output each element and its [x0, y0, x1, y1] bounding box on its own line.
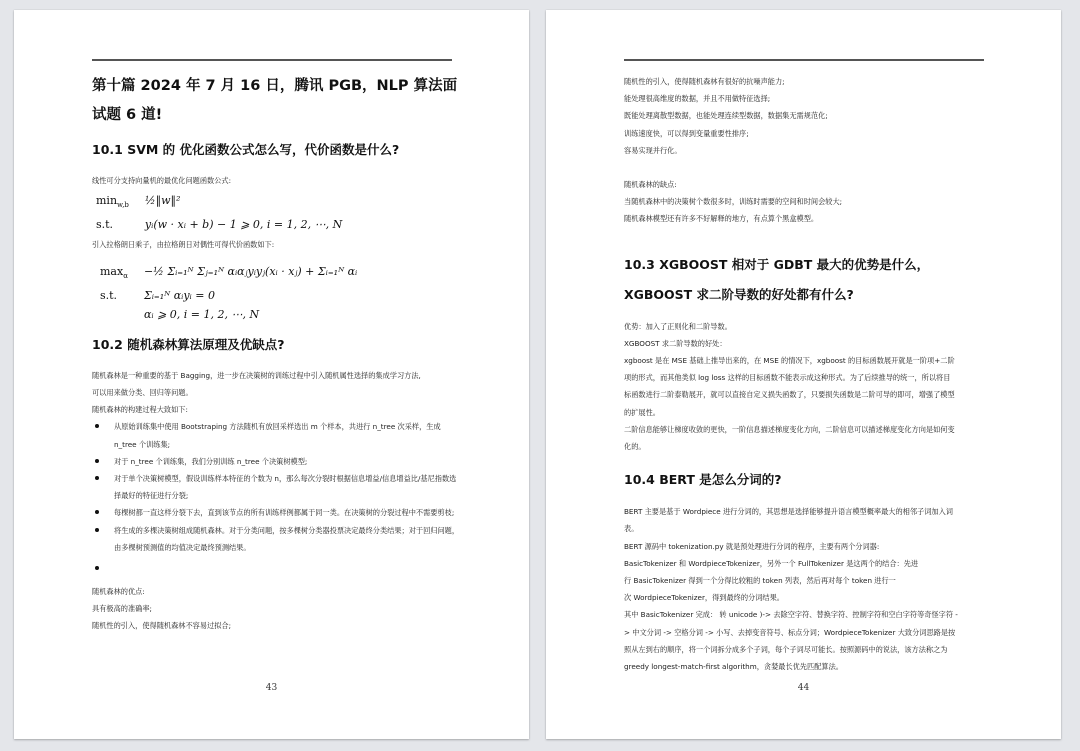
xgb-advantage: 优势：加入了正则化和二阶导数。 — [624, 321, 732, 331]
header-rule — [92, 59, 452, 61]
dual-objective: −½ Σᵢ₌₁ᴺ Σⱼ₌₁ᴺ αᵢαⱼyᵢyⱼ(xᵢ · xⱼ) + Σᵢ₌₁ᴺ αᵢ — [143, 264, 358, 278]
chapter-title: 第十篇 2024 年 7 月 16 日，腾讯 PGB，NLP 算法面试题 6 道! — [92, 78, 458, 123]
bert-text-line: 表。 — [624, 524, 639, 534]
bert-text-line: greedy longest-match-first algorithm，贪婪最长优先匹配算法。 — [624, 662, 843, 672]
svm-primal-formula — [96, 191, 460, 234]
bert-text-line: 照从左到右的顺序，将一个词拆分成多个子词，每个子词尽可能长。按照源码中的说法，该方法称之为 — [624, 644, 948, 654]
rf-pro-item: 随机性的引入，使得随机森林不容易过拟合; — [92, 621, 231, 631]
section-10-4-heading: 10.4 BERT 是怎么分词的? — [624, 472, 782, 488]
page-number: 43 — [265, 683, 278, 693]
primal-constraint: yᵢ(w · xᵢ + b) − 1 ⩾ 0, i = 1, 2, ⋯, N — [144, 218, 343, 232]
rf-pro-item: 随机性的引入，使得随机森林有很好的抗噪声能力; — [624, 77, 785, 86]
rf-pro-item: 容易实现并行化。 — [624, 145, 682, 155]
xgb-text-line: 化的。 — [624, 442, 646, 452]
list-item: 从原始训练集中使用 Bootstraping 方法随机有放回采样选出 m 个样本，共进行 n_tree 次采样，生成 n_tree 个训练集; — [92, 418, 460, 452]
xgb-text-line: 项的形式，而其他类似 log loss 这样的目标函数不能表示成这种形式。为了后续推导的统一，所以将目 — [624, 373, 951, 383]
dual-intro-text: 引入拉格朗日乘子，由拉格朗日对偶性可得代价函数如下: — [92, 240, 275, 250]
xgb-text-line: xgboost 是在 MSE 基础上推导出来的，在 MSE 的情况下，xgboost 的目标函数展开就是一阶项+二阶 — [624, 356, 955, 366]
xgb-text-line: 标函数进行二阶泰勒展开，就可以直接自定义损失函数了，只要损失函数是二阶可导的即可，增强了模型 — [624, 390, 955, 400]
dual-constraint-1: Σᵢ₌₁ᴺ αᵢyᵢ = 0 — [143, 288, 215, 302]
header-rule — [624, 59, 984, 61]
section-10-2-heading: 10.2 随机森林算法原理及优缺点? — [92, 336, 285, 352]
bert-text-line: 其中 BasicTokenizer 完成： 转 unicode )-> 去除空字符、替换字符、控制字符和空白字符等奇怪字符 - — [624, 610, 958, 620]
page-number: 44 — [797, 683, 810, 693]
page-44-content — [624, 73, 992, 675]
list-item-empty — [92, 560, 460, 577]
list-item: 将生成的多棵决策树组成随机森林。对于分类问题，按多棵树分类器投票决定最终分类结果；对于回归问题，由多棵树预测值的均值决定最终预测结果。 — [92, 522, 460, 556]
section-10-3-heading: 10.3 XGBOOST 相对于 GDBT 最大的优势是什么，XGBOOST 求二阶导数的好处都有什么? — [624, 256, 930, 302]
document-page-44 — [546, 10, 1061, 739]
bert-text-line: > 中文分词 -> 空格分词 -> 小写、去掉变音符号、标点分词；WordpieceTokenizer 大致分词思路是按 — [624, 627, 956, 637]
bert-text-line: BERT 主要是基于 Wordpiece 进行分词的，其思想是选择能够提升语言模型概率最大的相邻子词加入词 — [624, 507, 953, 517]
rf-con-item: 随机森林模型还有许多不好解释的地方，有点算个黑盒模型。 — [624, 214, 819, 224]
svm-dual-formula — [100, 262, 460, 324]
rf-con-item: 当随机森林中的决策树个数很多时，训练时需要的空间和时间会较大; — [624, 197, 843, 207]
rf-intro-line-1: 随机森林是一种重要的基于 Bagging，进一步在决策树的训练过程中引入随机属性选择的集成学习方法, — [92, 370, 421, 380]
rf-process-list — [92, 418, 460, 577]
max-subscript: α — [123, 271, 128, 280]
rf-process-intro: 随机森林的构建过程大致如下: — [92, 405, 188, 415]
dual-constraint-2: αᵢ ⩾ 0, i = 1, 2, ⋯, N — [143, 307, 260, 321]
rf-pro-item: 能处理很高维度的数据，并且不用做特征选择; — [624, 94, 771, 104]
xgb-text-line: 二阶信息能够让梯度收敛的更快，一阶信息描述梯度变化方向，二阶信息可以描述梯度变化方向是如何变 — [624, 424, 955, 434]
list-item: 对于 n_tree 个训练集，我们分别训练 n_tree 个决策树模型; — [92, 453, 460, 470]
bert-text-line: 次 WordpieceTokenizer，得到最终的分词结果。 — [624, 593, 784, 603]
list-item: 对于单个决策树模型，假设训练样本特征的个数为 n，那么每次分裂时根据信息增益/信息增益比/基尼指数选择最好的特征进行分裂; — [92, 470, 460, 504]
max-label: max — [100, 264, 124, 278]
page-43-content — [92, 72, 460, 635]
xgb-benefit-title: XGBOOST 求二阶导数的好处： — [624, 338, 727, 348]
document-page-43 — [14, 10, 529, 739]
rf-pro-item: 具有极高的准确率; — [92, 604, 152, 614]
bert-text-line: BERT 源码中 tokenization.py 就是预处理进行分词的程序，主要有两个分词器: — [624, 541, 880, 551]
primal-objective: ½‖w‖² — [144, 194, 181, 208]
rf-pro-item: 训练速度快，可以得到变量重要性排序; — [624, 128, 749, 138]
bert-text-line: 行 BasicTokenizer 得到一个分得比较粗的 token 列表，然后再对每个 token 进行一 — [624, 576, 896, 586]
min-subscript: w,b — [117, 201, 129, 210]
bert-text-line: BasicTokenizer 和 WordpieceTokenizer，另外一个 FullTokenizer 是这两个的结合：先进 — [624, 558, 919, 568]
xgb-text-line: 的扩展性。 — [624, 407, 660, 417]
rf-pro-item: 既能处理离散型数据，也能处理连续型数据，数据集无需规范化; — [624, 111, 828, 121]
section-10-1-heading: 10.1 SVM 的 优化函数公式怎么写，代价函数是什么? — [92, 142, 400, 157]
list-item: 每棵树都一直这样分裂下去，直到该节点的所有训练样例都属于同一类。在决策树的分裂过程中不需要剪枝; — [92, 504, 460, 521]
min-label: min — [96, 194, 118, 208]
st-label: s.t. — [96, 218, 114, 232]
svm-intro-text: 线性可分支持向量机的最优化问题函数公式: — [92, 176, 231, 185]
rf-pros-title: 随机森林的优点: — [92, 587, 145, 597]
rf-intro-line-2: 可以用来做分类、回归等问题。 — [92, 387, 193, 397]
dual-st-label: s.t. — [100, 288, 118, 302]
rf-cons-title: 随机森林的缺点: — [624, 180, 677, 190]
